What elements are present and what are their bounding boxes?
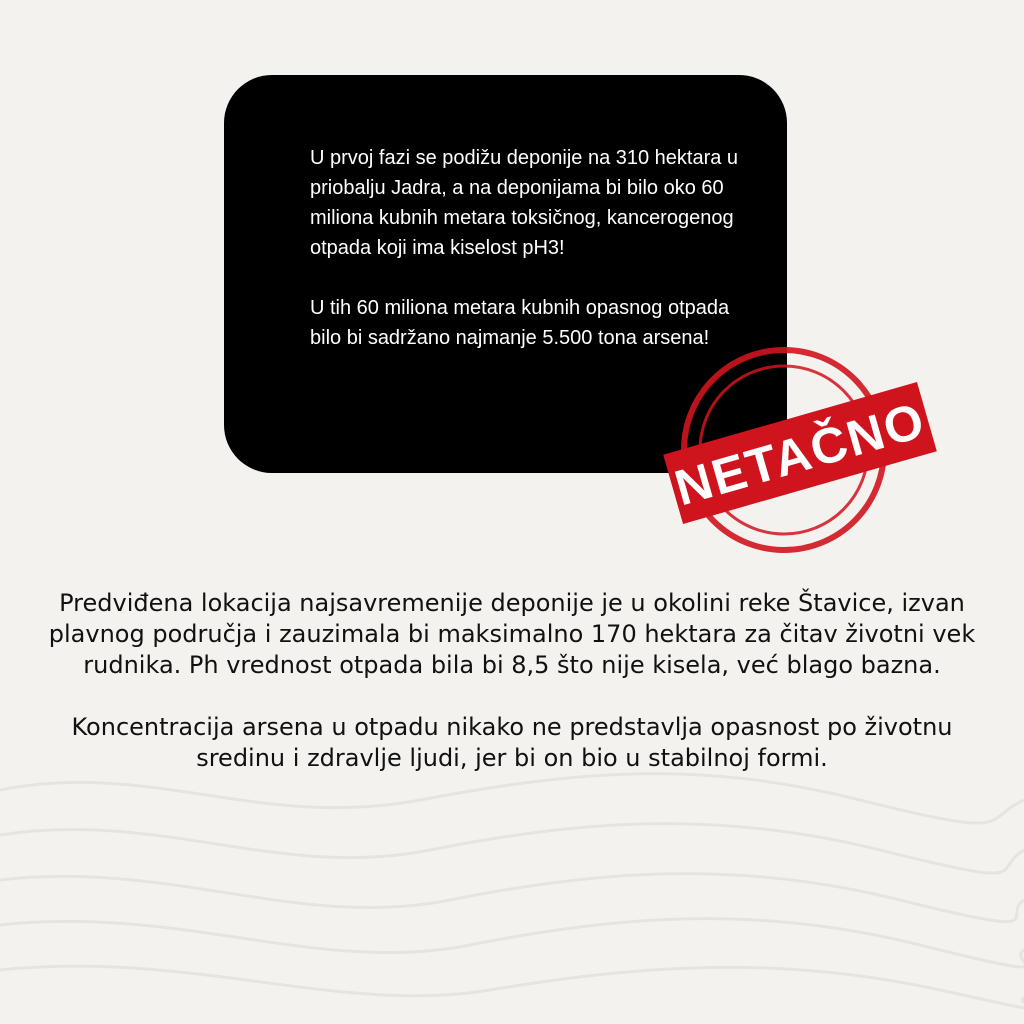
- claim-paragraph: U tih 60 miliona metara kubnih opasnog otpada bilo bi sadržano najmanje 5.500 tona arsena!: [310, 297, 730, 349]
- claim-paragraph: U prvoj fazi se podižu deponije na 310 hektara u priobalju Jadra, a na deponijama bi bilo oko 60 miliona kubnih metara toksičnog, kancerogenog otpada koji ima kiselost pH3!: [310, 147, 739, 259]
- fact-paragraph: Predviđena lokacija najsavremenije deponije je u okolini reke Štavice, izvan plavnog područja i zauzimala bi maksimalno 170 hektara za čitav životni vek rudnika. Ph vrednost otpada bila bi 8,5 što nije kisela, već blago bazna.: [48, 589, 976, 679]
- claim-text: [310, 143, 750, 353]
- stamp-label: NETAČNO: [668, 391, 932, 517]
- fact-paragraph: Koncentracija arsena u otpadu nikako ne predstavlja opasnost po životnu sredinu i zdravlje ljudi, jer bi on bio u stabilnoj formi.: [71, 713, 953, 772]
- false-stamp: [650, 335, 950, 565]
- fact-text: [40, 588, 984, 774]
